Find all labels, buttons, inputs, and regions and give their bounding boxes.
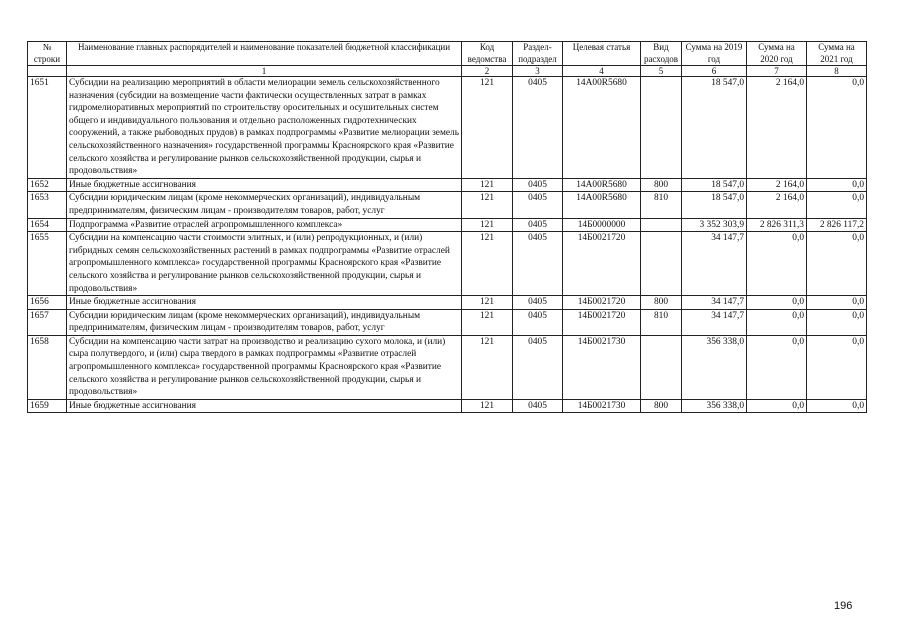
row-razdel: 0405 bbox=[513, 309, 563, 335]
row-target-article: 14Б0021730 bbox=[563, 335, 641, 399]
row-sum-2020: 2 164,0 bbox=[747, 77, 807, 179]
header-cell-ved: Код ведомства bbox=[462, 42, 513, 66]
header-cell-razdel: Раздел-подраздел bbox=[513, 42, 563, 66]
header-cell-2019: Сумма на 2019 год bbox=[682, 42, 747, 66]
row-number: 1653 bbox=[28, 192, 67, 218]
row-sum-2019: 356 338,0 bbox=[682, 335, 747, 399]
row-expense-type bbox=[641, 335, 682, 399]
row-number: 1655 bbox=[28, 232, 67, 296]
row-target-article: 14А00R5680 bbox=[563, 77, 641, 179]
row-razdel: 0405 bbox=[513, 192, 563, 218]
row-sum-2019: 18 547,0 bbox=[682, 178, 747, 192]
table-row bbox=[28, 296, 867, 310]
row-target-article: 14Б0021720 bbox=[563, 309, 641, 335]
row-name: Субсидии юридическим лицам (кроме некоммерческих организаций), индивидуальным предпринимателям, физическим лицам - производителям товаров, работ, услуг bbox=[67, 192, 462, 218]
row-target-article: 14А00R5680 bbox=[563, 192, 641, 218]
row-sum-2021: 0,0 bbox=[807, 77, 867, 179]
row-sum-2019: 34 147,7 bbox=[682, 232, 747, 296]
header-cell-name: Наименование главных распорядителей и наименование показателей бюджетной классификации bbox=[67, 42, 462, 66]
row-sum-2020: 2 164,0 bbox=[747, 192, 807, 218]
row-sum-2019: 34 147,7 bbox=[682, 296, 747, 310]
column-number: 2 bbox=[462, 66, 513, 77]
row-ved: 121 bbox=[462, 192, 513, 218]
row-target-article: 14А00R5680 bbox=[563, 178, 641, 192]
row-ved: 121 bbox=[462, 77, 513, 179]
row-sum-2021: 2 826 117,2 bbox=[807, 218, 867, 232]
table-row bbox=[28, 399, 867, 413]
column-number: 4 bbox=[563, 66, 641, 77]
header-cell-2021: Сумма на 2021 год bbox=[807, 42, 867, 66]
row-sum-2021: 0,0 bbox=[807, 178, 867, 192]
header-cell-num: № строки bbox=[28, 42, 67, 66]
row-sum-2019: 34 147,7 bbox=[682, 309, 747, 335]
row-sum-2020: 0,0 bbox=[747, 309, 807, 335]
row-name: Иные бюджетные ассигнования bbox=[67, 178, 462, 192]
row-target-article: 14Б0021720 bbox=[563, 296, 641, 310]
budget-table bbox=[27, 41, 867, 413]
row-number: 1657 bbox=[28, 309, 67, 335]
column-number: 5 bbox=[641, 66, 682, 77]
row-expense-type: 800 bbox=[641, 399, 682, 413]
row-ved: 121 bbox=[462, 232, 513, 296]
row-expense-type bbox=[641, 232, 682, 296]
column-number: 8 bbox=[807, 66, 867, 77]
page-number: 196 bbox=[834, 600, 853, 612]
row-sum-2019: 18 547,0 bbox=[682, 192, 747, 218]
row-name: Субсидии на компенсацию части затрат на производство и реализацию сухого молока, и (или) сыра полутвердого, и (или) сыра твердого в рамках подпрограммы «Развитие отраслей агропромышленного комплекса» государственной программы Красноярского края «Развитие сельского хозяйства и регулирование рынков сельскохозяйственной продукции, сырья и продовольствия» bbox=[67, 335, 462, 399]
row-razdel: 0405 bbox=[513, 77, 563, 179]
column-number: 1 bbox=[67, 66, 462, 77]
row-sum-2020: 0,0 bbox=[747, 232, 807, 296]
row-expense-type: 800 bbox=[641, 178, 682, 192]
row-expense-type: 810 bbox=[641, 309, 682, 335]
row-sum-2020: 0,0 bbox=[747, 335, 807, 399]
row-name: Иные бюджетные ассигнования bbox=[67, 296, 462, 310]
table-row bbox=[28, 309, 867, 335]
row-razdel: 0405 bbox=[513, 178, 563, 192]
column-number bbox=[28, 66, 67, 77]
table-row bbox=[28, 218, 867, 232]
row-sum-2021: 0,0 bbox=[807, 399, 867, 413]
row-razdel: 0405 bbox=[513, 335, 563, 399]
table-body bbox=[28, 77, 867, 413]
row-name: Субсидии на компенсацию части стоимости элитных, и (или) репродукционных, и (или) гибридных семян сельскохозяйственных растений в рамках подпрограммы «Развитие отраслей агропромышленного комплекса» государственной программы Красноярского края «Развитие сельского хозяйства и регулирование рынков сельскохозяйственной продукции, сырья и продовольствия» bbox=[67, 232, 462, 296]
row-sum-2019: 18 547,0 bbox=[682, 77, 747, 179]
column-number: 7 bbox=[747, 66, 807, 77]
row-number: 1656 bbox=[28, 296, 67, 310]
row-number: 1658 bbox=[28, 335, 67, 399]
row-sum-2020: 2 164,0 bbox=[747, 178, 807, 192]
header-row bbox=[28, 42, 867, 66]
row-razdel: 0405 bbox=[513, 296, 563, 310]
row-target-article: 14Б0021720 bbox=[563, 232, 641, 296]
row-sum-2021: 0,0 bbox=[807, 192, 867, 218]
row-razdel: 0405 bbox=[513, 399, 563, 413]
row-razdel: 0405 bbox=[513, 232, 563, 296]
row-number: 1659 bbox=[28, 399, 67, 413]
row-sum-2019: 356 338,0 bbox=[682, 399, 747, 413]
column-number: 3 bbox=[513, 66, 563, 77]
row-sum-2021: 0,0 bbox=[807, 335, 867, 399]
row-sum-2019: 3 352 303,9 bbox=[682, 218, 747, 232]
row-sum-2021: 0,0 bbox=[807, 296, 867, 310]
row-number: 1654 bbox=[28, 218, 67, 232]
table-row bbox=[28, 192, 867, 218]
row-ved: 121 bbox=[462, 218, 513, 232]
row-ved: 121 bbox=[462, 296, 513, 310]
header-cell-cs: Целевая статья bbox=[563, 42, 641, 66]
row-expense-type bbox=[641, 77, 682, 179]
table-row bbox=[28, 178, 867, 192]
row-sum-2021: 0,0 bbox=[807, 309, 867, 335]
row-name: Субсидии юридическим лицам (кроме некоммерческих организаций), индивидуальным предпринимателям, физическим лицам - производителям товаров, работ, услуг bbox=[67, 309, 462, 335]
row-name: Субсидии на реализацию мероприятий в области мелиорации земель сельскохозяйственного назначения (субсидии на возмещение части фактически осуществленных затрат в рамках гидромелиоративных мероприятий по строительству оросительных и осушительных систем общего и индивидуального пользования и отдельно расположенных гидротехнических сооружений, а также рыбоводных прудов) в рамках подпрограммы «Развитие мелиорации земель сельскохозяйственного назначения» государственной программы Красноярского края «Развитие сельского хозяйства и регулирование рынков сельскохозяйственной продукции, сырья и продовольствия» bbox=[67, 77, 462, 179]
row-expense-type: 800 bbox=[641, 296, 682, 310]
row-ved: 121 bbox=[462, 178, 513, 192]
row-name: Подпрограмма «Развитие отраслей агропромышленного комплекса» bbox=[67, 218, 462, 232]
row-razdel: 0405 bbox=[513, 218, 563, 232]
row-expense-type: 810 bbox=[641, 192, 682, 218]
row-expense-type bbox=[641, 218, 682, 232]
table-row bbox=[28, 77, 867, 179]
row-number: 1652 bbox=[28, 178, 67, 192]
header-cell-vr: Вид расходов bbox=[641, 42, 682, 66]
row-ved: 121 bbox=[462, 309, 513, 335]
row-target-article: 14Б0021730 bbox=[563, 399, 641, 413]
row-name: Иные бюджетные ассигнования bbox=[67, 399, 462, 413]
column-number: 6 bbox=[682, 66, 747, 77]
row-sum-2020: 0,0 bbox=[747, 296, 807, 310]
row-number: 1651 bbox=[28, 77, 67, 179]
column-number-row bbox=[28, 66, 867, 77]
table-row bbox=[28, 232, 867, 296]
header-cell-2020: Сумма на 2020 год bbox=[747, 42, 807, 66]
row-sum-2020: 0,0 bbox=[747, 399, 807, 413]
row-sum-2020: 2 826 311,3 bbox=[747, 218, 807, 232]
table-row bbox=[28, 335, 867, 399]
row-ved: 121 bbox=[462, 399, 513, 413]
row-sum-2021: 0,0 bbox=[807, 232, 867, 296]
row-ved: 121 bbox=[462, 335, 513, 399]
row-target-article: 14Б0000000 bbox=[563, 218, 641, 232]
